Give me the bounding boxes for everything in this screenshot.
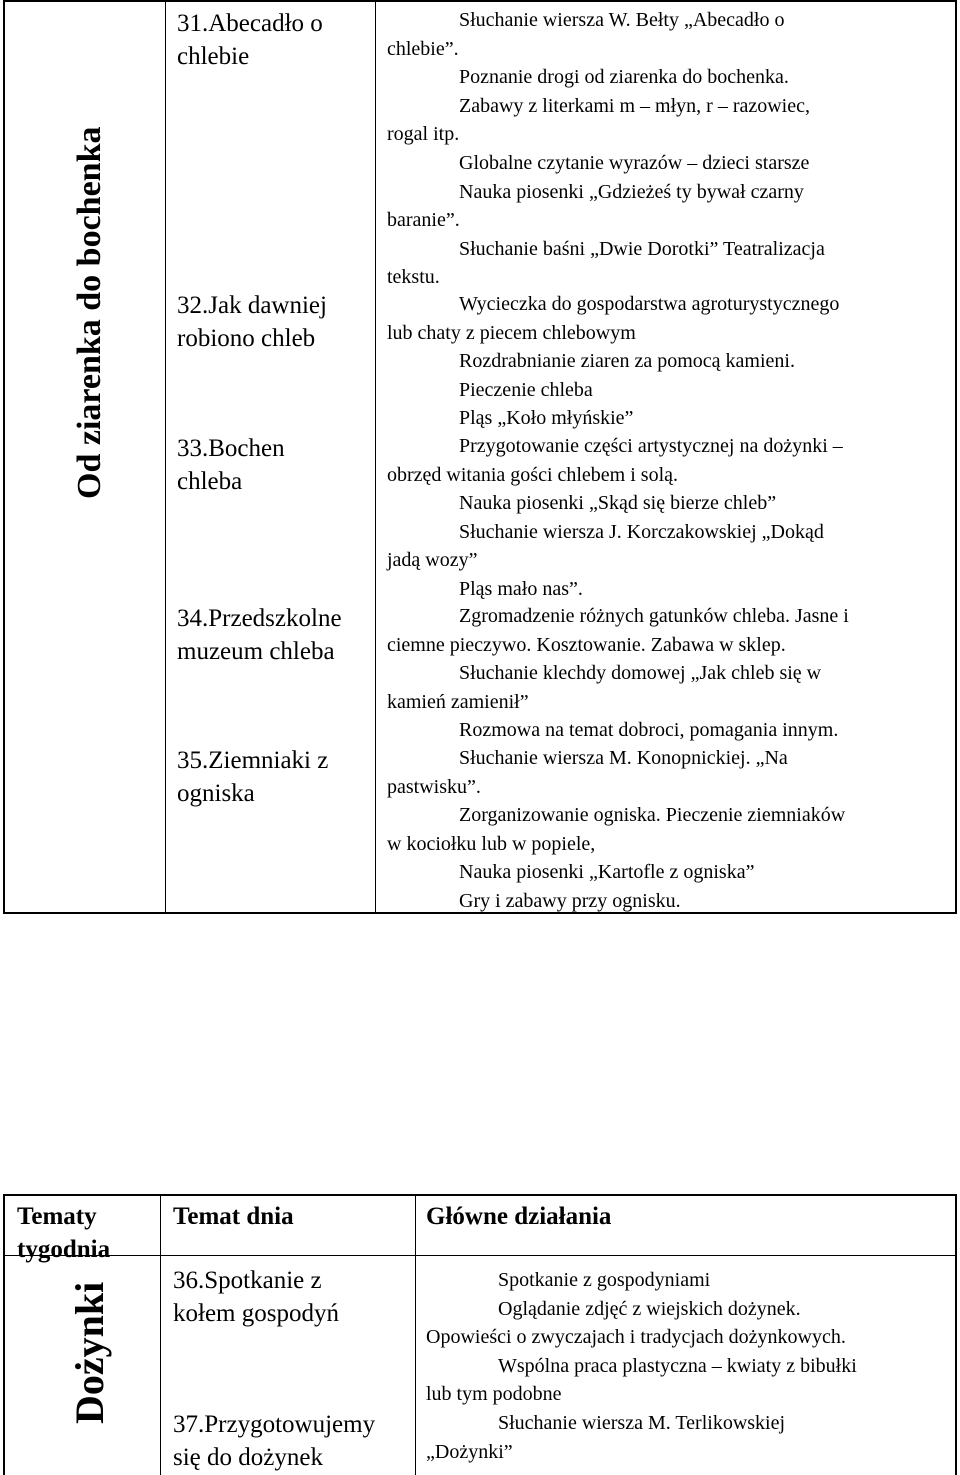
- activity-line: lub tym podobne: [426, 1383, 562, 1406]
- day-topic-35: 35.Ziemniaki z ogniska: [177, 747, 329, 807]
- week-title-2: Dożynki: [67, 1281, 112, 1424]
- activities-day-35: [387, 744, 845, 916]
- column-divider-2: [415, 1196, 416, 1475]
- activity-line: Oglądanie zdjęć z wiejskich dożynek.: [498, 1297, 801, 1320]
- activity-line: pastwisku”.: [387, 775, 481, 798]
- activities-day-31: [387, 6, 825, 292]
- activity-line: Rozmowa na temat dobroci, pomagania innym.: [459, 719, 839, 742]
- activity-line: obrzęd witania gości chlebem i solą.: [387, 463, 679, 486]
- column-divider-1: [160, 1196, 161, 1475]
- header-week-topics: Tematy tygodnia: [17, 1203, 111, 1263]
- activities-day-37: [426, 1409, 785, 1466]
- activity-line: Słuchanie wiersza J. Korczakowskiej „Dokąd: [459, 520, 824, 543]
- activity-line: Przygotowanie części artystycznej na dożynki –: [459, 435, 843, 457]
- activity-line: kamień zamienił”: [387, 690, 529, 713]
- activity-line: chlebie”.: [387, 37, 459, 60]
- activity-line: jadą wozy”: [387, 549, 478, 572]
- day-topic-34: 34.Przedszkolne muzeum chleba: [177, 605, 342, 665]
- activity-line: Pląs mało nas”.: [459, 577, 583, 600]
- activity-line: Słuchanie wiersza M. Terlikowskiej: [498, 1412, 786, 1434]
- week-table-1: [3, 0, 957, 914]
- activity-line: Pląs „Koło młyńskie”: [459, 407, 634, 430]
- activities-day-32: [387, 290, 839, 433]
- activity-line: Nauka piosenki „Kartofle z ogniska”: [459, 861, 755, 884]
- activities-day-33: [387, 432, 843, 604]
- activity-line: Zabawy z literkami m – młyn, r – razowiec,: [459, 94, 810, 117]
- activity-line: Gry i zabawy przy ognisku.: [459, 889, 681, 912]
- header-day-topic: Temat dnia: [173, 1203, 294, 1230]
- activity-line: tekstu.: [387, 266, 440, 289]
- activity-line: Słuchanie baśni „Dwie Dorotki” Teatralizacja: [459, 237, 825, 260]
- activity-line: Zorganizowanie ogniska. Pieczenie ziemniaków: [459, 804, 846, 827]
- activities-day-36: [426, 1266, 857, 1409]
- activity-line: Wspólna praca plastyczna – kwiaty z bibułki: [498, 1354, 857, 1377]
- activity-line: Słuchanie wiersza W. Bełty „Abecadło o: [459, 9, 785, 31]
- activity-line: Globalne czytanie wyrazów – dzieci starsze: [459, 151, 810, 174]
- activity-line: Poznanie drogi od ziarenka do bochenka.: [459, 66, 789, 89]
- activity-line: Słuchanie klechdy domowej „Jak chleb się w: [459, 662, 822, 685]
- day-topic-32: 32.Jak dawniej robiono chleb: [177, 292, 327, 352]
- column-divider-1: [165, 2, 166, 912]
- day-topic-31: 31.Abecadło o chlebie: [177, 10, 323, 70]
- activity-line: lub chaty z piecem chlebowym: [387, 321, 636, 344]
- header-main-activities: Główne działania: [426, 1203, 612, 1230]
- activity-line: Nauka piosenki „Skąd się bierze chleb”: [459, 492, 777, 515]
- activity-line: „Dożynki”: [426, 1440, 513, 1463]
- activity-line: Zgromadzenie różnych gatunków chleba. Jasne i: [459, 605, 849, 627]
- activity-line: Opowieści o zwyczajach i tradycjach dożynkowych.: [426, 1326, 846, 1349]
- activity-line: Słuchanie wiersza M. Konopnickiej. „Na: [459, 747, 788, 769]
- activity-line: ciemne pieczywo. Kosztowanie. Zabawa w sklep.: [387, 633, 786, 656]
- activity-line: w kociołku lub w popiele,: [387, 832, 596, 855]
- day-topic-37: 37.Przygotowujemy się do dożynek: [173, 1411, 376, 1471]
- week-table-2: [3, 1194, 957, 1475]
- header-divider: [5, 1255, 955, 1256]
- activity-line: Spotkanie z gospodyniami: [498, 1269, 711, 1291]
- column-divider-2: [375, 2, 376, 912]
- activity-line: Rozdrabnianie ziaren za pomocą kamieni.: [459, 350, 795, 373]
- week-title-1: Od ziarenka do bochenka: [71, 126, 108, 499]
- day-topic-33: 33.Bochen chleba: [177, 435, 285, 495]
- activity-line: Pieczenie chleba: [459, 378, 593, 401]
- activity-line: rogal itp.: [387, 123, 460, 146]
- day-topic-36: 36.Spotkanie z kołem gospodyń: [173, 1267, 339, 1327]
- activities-day-34: [387, 602, 849, 745]
- activity-line: baranie”.: [387, 209, 460, 232]
- activity-line: Wycieczka do gospodarstwa agroturystycznego: [459, 293, 840, 315]
- activity-line: Nauka piosenki „Gdzieżeś ty bywał czarny: [459, 180, 804, 203]
